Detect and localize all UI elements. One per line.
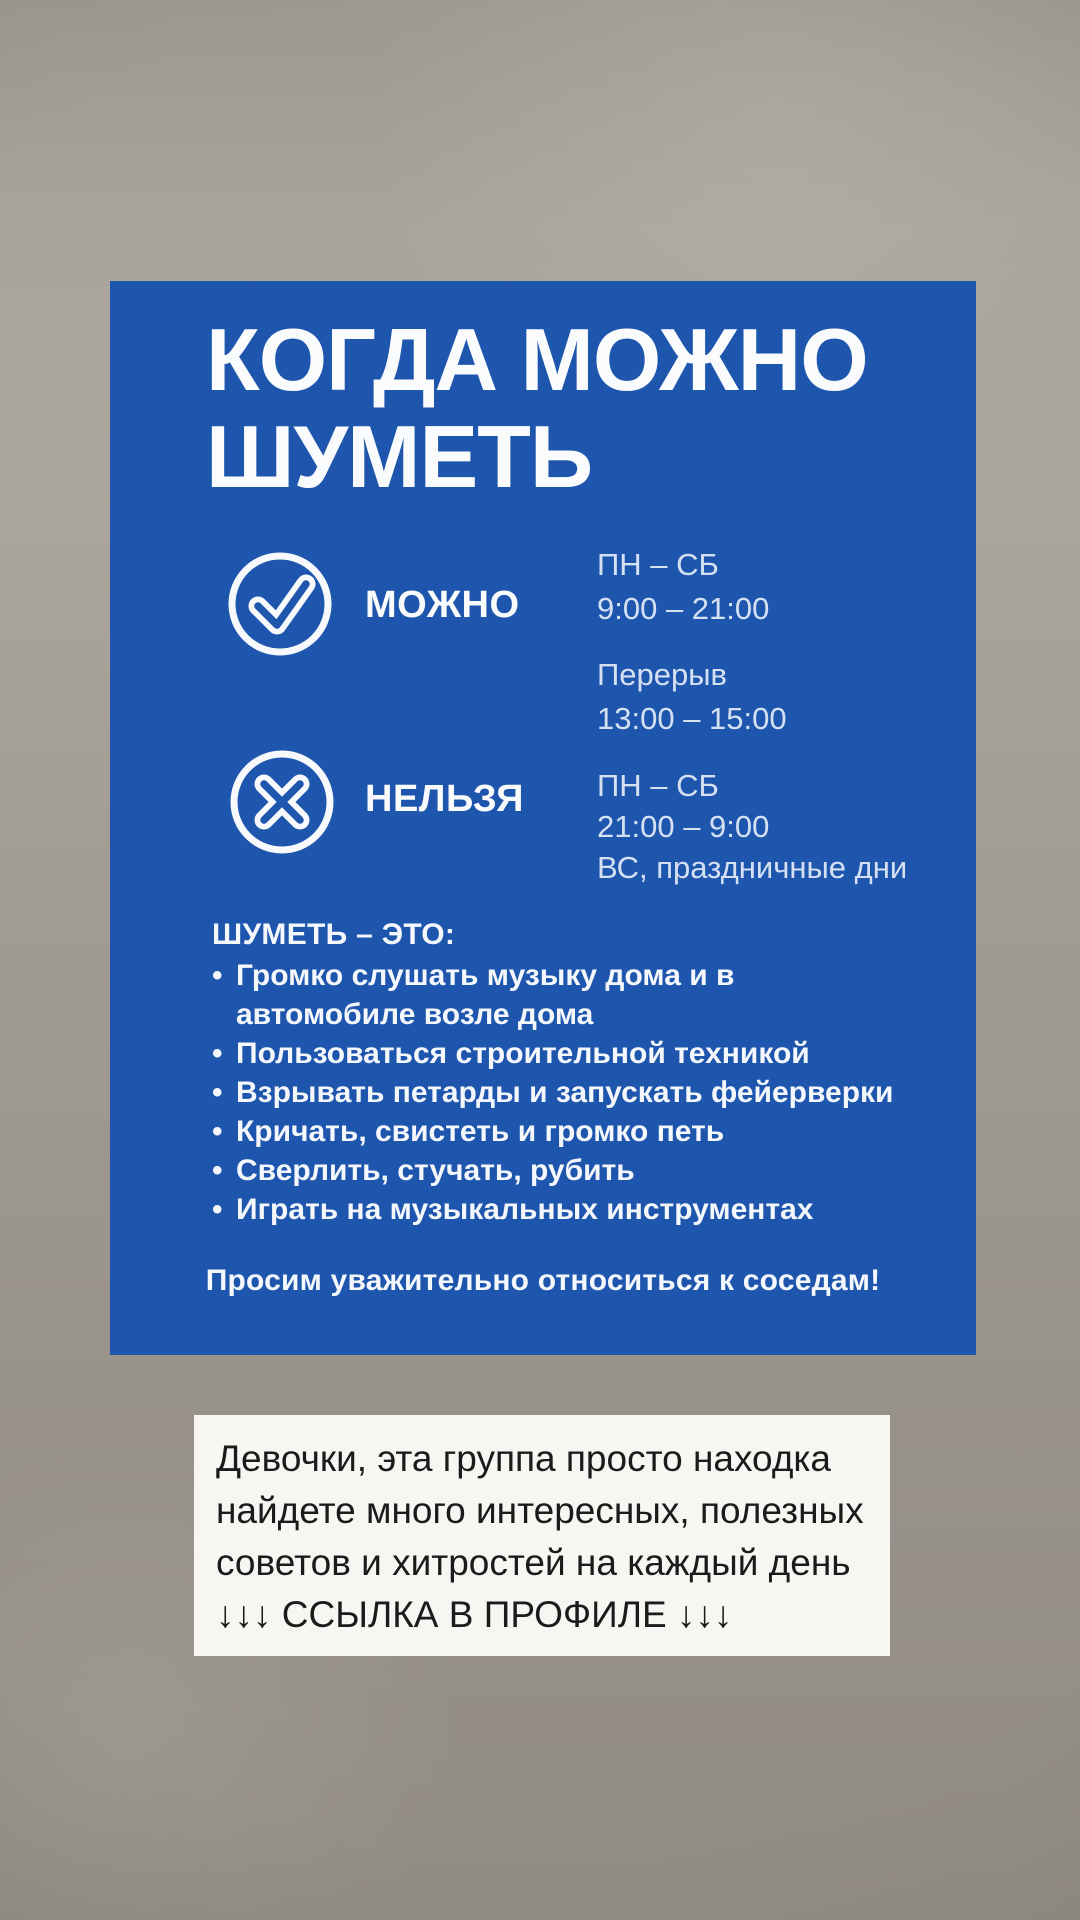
list-item (212, 1190, 918, 1229)
forbidden-extra: ВС, праздничные дни (597, 850, 908, 885)
forbidden-hours: 21:00 – 9:00 (597, 809, 770, 844)
caption-line: ↓↓↓ ССЫЛКА В ПРОФИЛЕ ↓↓↓ (216, 1594, 733, 1635)
x-circle-icon (227, 747, 337, 857)
poster-title (206, 311, 868, 505)
break-hours: 13:00 – 15:00 (597, 701, 787, 736)
list-item (212, 1151, 918, 1190)
list-item-text: Громко слушать музыку дома и в автомобиле возле дома (236, 959, 735, 1031)
bullet-icon: • (212, 1154, 223, 1187)
allowed-days: ПН – СБ (597, 547, 719, 582)
check-circle-icon (225, 549, 335, 659)
break-schedule (597, 653, 787, 741)
caption-line: найдете много интересных, полезных (216, 1490, 864, 1531)
noise-rules-poster (110, 281, 976, 1355)
noise-definition-heading: ШУМЕТЬ – ЭТО: (212, 918, 456, 951)
list-item (212, 1073, 918, 1112)
break-label: Перерыв (597, 657, 727, 692)
allowed-label: МОЖНО (365, 584, 520, 626)
forbidden-days: ПН – СБ (597, 768, 719, 803)
list-item (212, 1034, 918, 1073)
allowed-schedule (597, 543, 769, 631)
poster-title-line1: КОГДА МОЖНО (206, 310, 868, 409)
list-item (212, 956, 918, 1034)
bullet-icon: • (212, 1037, 223, 1070)
bullet-icon: • (212, 1115, 223, 1148)
caption-box (194, 1415, 890, 1656)
caption-line: советов и хитростей на каждый день (216, 1542, 851, 1583)
noise-definition-list (212, 956, 918, 1229)
poster-title-line2: ШУМЕТЬ (206, 407, 593, 506)
list-item-text: Взрывать петарды и запускать фейерверки (236, 1076, 894, 1109)
caption-line: Девочки, эта группа просто находка (216, 1438, 831, 1479)
list-item-text: Сверлить, стучать, рубить (236, 1154, 635, 1187)
forbidden-schedule (597, 765, 907, 888)
list-item-text: Кричать, свистеть и громко петь (236, 1115, 725, 1148)
bullet-icon: • (212, 1076, 223, 1109)
list-item-text: Пользоваться строительной техникой (236, 1037, 810, 1070)
allowed-hours: 9:00 – 21:00 (597, 591, 770, 626)
list-item-text: Играть на музыкальных инструментах (236, 1193, 814, 1226)
bullet-icon: • (212, 1193, 223, 1226)
poster-footer-note: Просим уважительно относиться к соседам! (205, 1264, 881, 1297)
list-item (212, 1112, 918, 1151)
forbidden-label: НЕЛЬЗЯ (365, 778, 524, 820)
bullet-icon: • (212, 959, 223, 992)
